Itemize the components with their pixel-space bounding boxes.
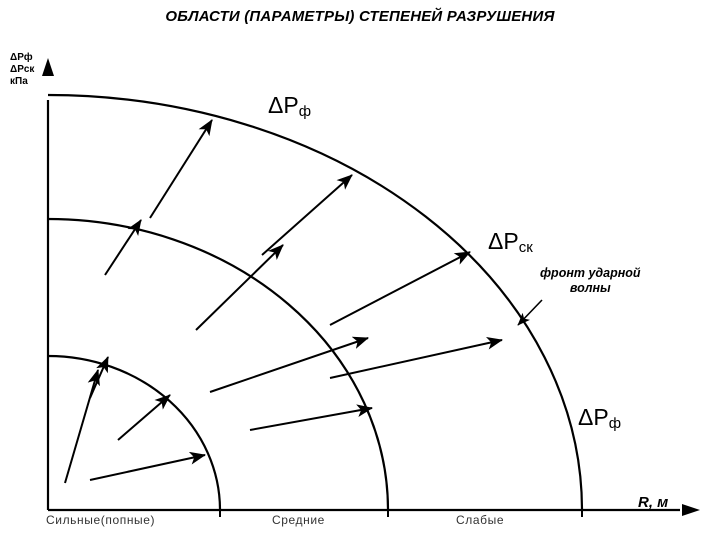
front-leader-line: [518, 300, 542, 325]
zone-label-strong: Сильные(попные): [46, 513, 156, 527]
radial-arrow-10: [250, 408, 372, 430]
radial-arrow-4: [196, 245, 283, 330]
arc-medium-boundary: [48, 219, 388, 510]
label-delta-p-sk-sub: ск: [518, 239, 533, 256]
radial-arrow-3: [105, 220, 141, 275]
y-axis-arrow: [42, 58, 54, 76]
page-title: ОБЛАСТИ (ПАРАМЕТРЫ) СТЕПЕНЕЙ РАЗРУШЕНИЯ: [165, 8, 555, 25]
label-delta-p-f-bottom-sub: ф: [608, 415, 622, 432]
zone-label-weak: Слабые: [456, 513, 505, 527]
label-delta-p-f-top-main: ΔР: [268, 92, 299, 118]
radial-arrow-7: [210, 338, 368, 392]
y-axis-units-line2: ΔРск: [10, 64, 35, 75]
x-axis-label: R, м: [638, 494, 669, 511]
label-delta-p-f-bottom: [578, 404, 621, 431]
label-delta-p-f-top-sub: ф: [298, 103, 312, 120]
label-shock-front: [540, 266, 641, 296]
radial-arrow-8: [330, 340, 502, 378]
y-axis-units: [10, 52, 34, 88]
arc-strong-boundary: [48, 356, 220, 510]
label-delta-p-sk-main: ΔР: [488, 228, 519, 254]
radial-arrow-2: [262, 175, 352, 255]
label-shock-front-line2: волны: [569, 281, 611, 295]
radial-arrow-5: [330, 252, 470, 325]
radial-arrow-9: [118, 395, 170, 440]
label-delta-p-sk: [488, 228, 533, 255]
label-shock-front-line1: фронт ударной: [540, 266, 641, 280]
radial-arrow-1: [150, 120, 212, 218]
y-axis-units-line3: кПа: [10, 76, 28, 87]
label-delta-p-f-bottom-main: ΔР: [578, 404, 609, 430]
y-axis-units-line1: ΔРф: [10, 52, 33, 63]
x-axis-arrow: [682, 504, 700, 516]
arc-shock-front: [48, 95, 582, 510]
zone-label-medium: Средние: [272, 513, 325, 527]
radial-arrow-11: [65, 370, 98, 483]
radial-arrow-12: [90, 455, 205, 480]
label-delta-p-f-top: [268, 92, 311, 119]
